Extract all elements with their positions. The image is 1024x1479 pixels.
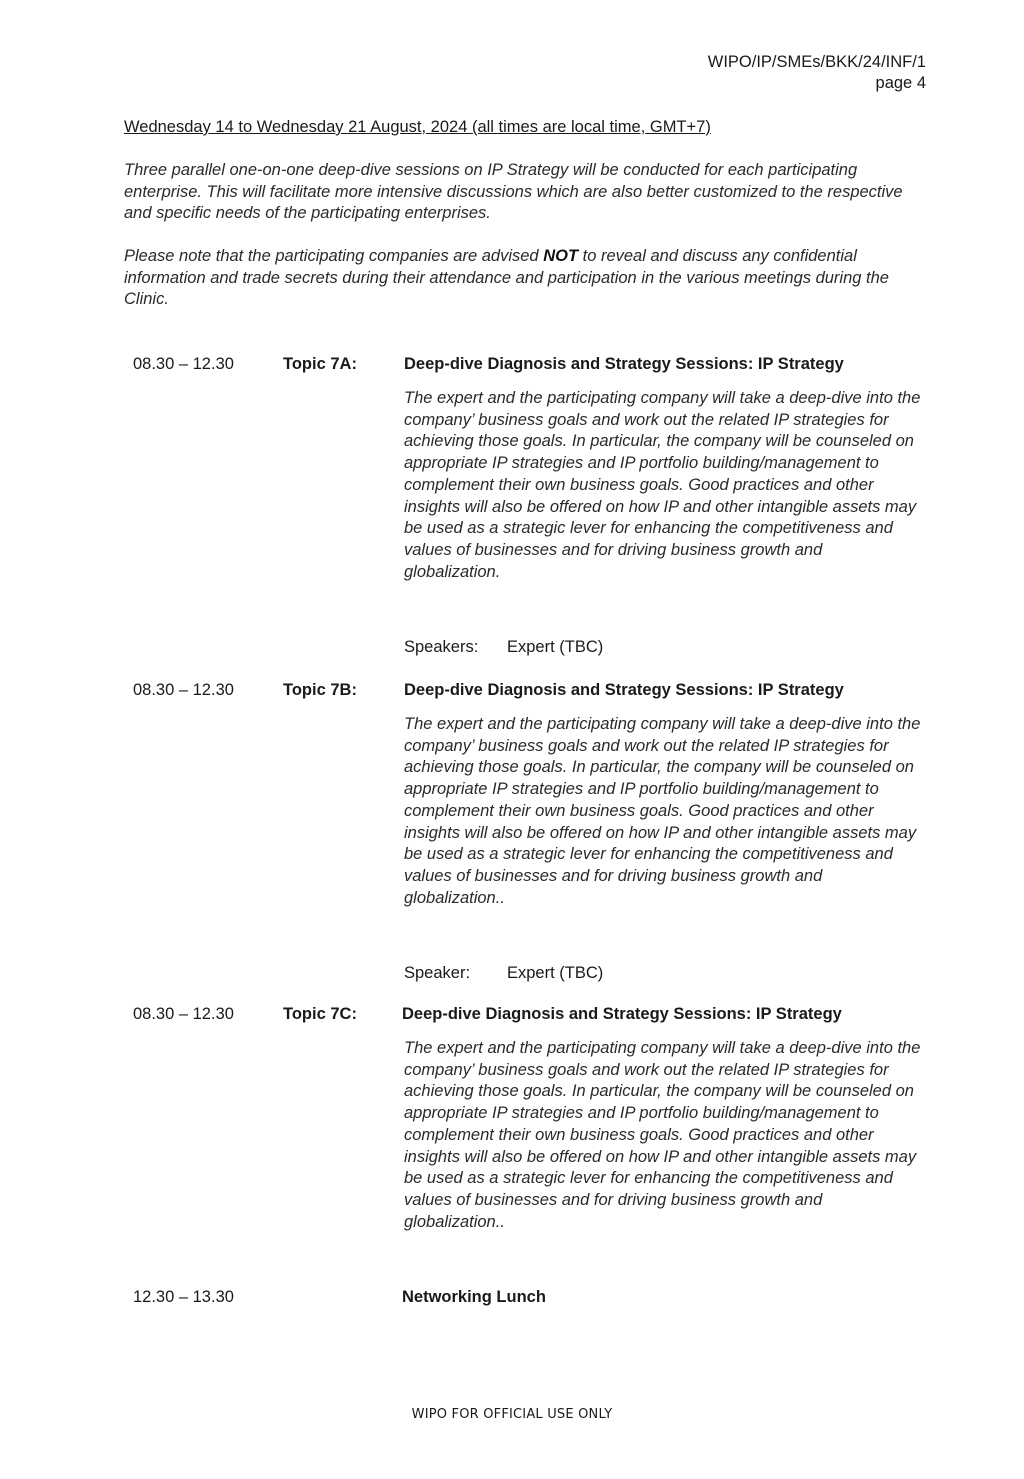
document-reference: WIPO/IP/SMEs/BKK/24/INF/1 xyxy=(707,53,926,71)
session-description: The expert and the participating company will take a deep-dive into the company’ business goals and work out the related IP strategies for achieving those goals. In particular, the company will be counseled on appropriate IP strategies and IP portfolio building/management to complement their own business goals. Good practices and other insights will also be offered on how IP and other intangible assets may be used as a strategic lever for enhancing the competitiveness and values of businesses and for driving business growth and globalization. xyxy=(404,389,921,581)
session-description: The expert and the participating company will take a deep-dive into the company’ business goals and work out the related IP strategies for achieving those goals. In particular, the company will be counseled on appropriate IP strategies and IP portfolio building/management to complement their own business goals. Good practices and other insights will also be offered on how IP and other intangible assets may be used as a strategic lever for enhancing the competitiveness and values of businesses and for driving business growth and globalization.. xyxy=(404,715,921,907)
speakers-value: Expert (TBC) xyxy=(507,964,604,982)
confidentiality-note xyxy=(124,246,904,311)
note-text-start: Please note that the participating companies are advised xyxy=(124,247,544,265)
date-line: Wednesday 14 to Wednesday 21 August, 2024 (all times are local time, GMT+7) xyxy=(124,118,711,136)
classification-footer: WIPO FOR OFFICIAL USE ONLY xyxy=(411,1407,613,1422)
speakers-label: Speakers: xyxy=(404,638,479,656)
session-title: Networking Lunch xyxy=(402,1288,546,1306)
speakers-value: Expert (TBC) xyxy=(507,638,604,656)
intro-paragraph: Three parallel one-on-one deep-dive sessions on IP Strategy will be conducted for each participating enterprise. This will facilitate more intensive discussions which are also better customized to the respective and specific needs of the participating enterprises. xyxy=(124,161,903,223)
session-time: 12.30 – 13.30 xyxy=(133,1288,234,1306)
session-time: 08.30 – 12.30 xyxy=(133,355,234,373)
document-header xyxy=(708,52,926,94)
session-topic: Topic 7A: xyxy=(283,355,357,373)
speakers-label: Speaker: xyxy=(404,964,471,982)
session-title: Deep-dive Diagnosis and Strategy Sessions: IP Strategy xyxy=(404,681,844,699)
session-topic: Topic 7C: xyxy=(283,1005,357,1023)
session-description: The expert and the participating company will take a deep-dive into the company’ business goals and work out the related IP strategies for achieving those goals. In particular, the company will be counseled on appropriate IP strategies and IP portfolio building/management to complement their own business goals. Good practices and other insights will also be offered on how IP and other intangible assets may be used as a strategic lever for enhancing the competitiveness and values of businesses and for driving business growth and globalization.. xyxy=(404,1039,921,1231)
session-title: Deep-dive Diagnosis and Strategy Sessions: IP Strategy xyxy=(402,1005,842,1023)
session-speakers xyxy=(404,964,603,983)
session-topic: Topic 7B: xyxy=(283,681,357,699)
session-time: 08.30 – 12.30 xyxy=(133,681,234,699)
page-number: page 4 xyxy=(875,74,926,92)
session-time: 08.30 – 12.30 xyxy=(133,1005,234,1023)
session-title: Deep-dive Diagnosis and Strategy Sessions: IP Strategy xyxy=(404,355,844,373)
session-speakers xyxy=(404,638,603,657)
note-emphasis: NOT xyxy=(543,247,579,265)
note-text-end: to reveal and discuss any confidential information and trade secrets during their attendance and participation in the various meetings during the Clinic. xyxy=(124,247,889,309)
